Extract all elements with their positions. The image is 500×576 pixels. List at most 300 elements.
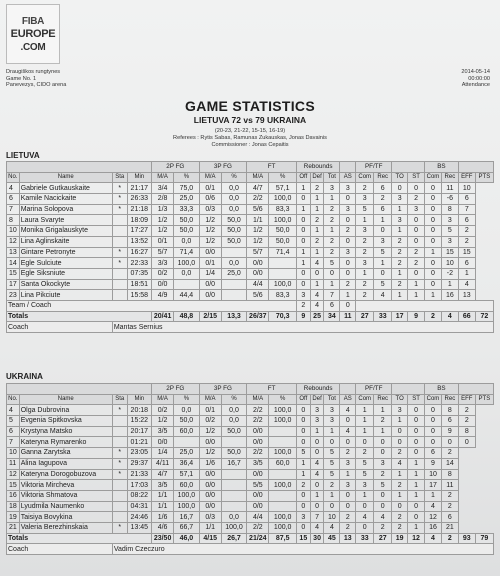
table-cell: 3 — [441, 215, 458, 226]
table-cell: 20/41 — [151, 311, 173, 322]
table-cell: 50,0 — [174, 226, 199, 237]
table-cell: 23:05 — [127, 448, 151, 459]
column-header: No. — [7, 394, 20, 405]
table-cell: 0 — [425, 204, 442, 215]
table-cell: 12 — [408, 533, 425, 544]
table-cell: 1 — [392, 226, 408, 237]
table-cell: -6 — [441, 194, 458, 205]
game-info-left — [6, 69, 66, 89]
table-cell: 21:17 — [127, 183, 151, 194]
table-cell: 25,0 — [174, 448, 199, 459]
table-cell: 4/9 — [151, 290, 173, 301]
table-cell: 0 — [296, 236, 310, 247]
table-cell: 87,5 — [269, 533, 297, 544]
table-cell: 0/3 — [199, 204, 221, 215]
table-cell: 19 — [7, 512, 20, 523]
table-cell: Ganna Zarytska — [19, 448, 112, 459]
table-cell: 1 — [374, 405, 392, 416]
table-cell: 36,4 — [174, 458, 199, 469]
table-cell: 0 — [296, 490, 310, 501]
table-cell: 4/7 — [247, 183, 269, 194]
table-cell: 0,0 — [174, 236, 199, 247]
table-row — [7, 469, 494, 480]
table-cell: 5 — [324, 448, 340, 459]
table-cell: 100,0 — [174, 490, 199, 501]
table-cell: 9 — [296, 311, 310, 322]
table-cell: 21:18 — [127, 204, 151, 215]
table-cell — [356, 300, 494, 311]
table-cell: 60,0 — [174, 480, 199, 491]
table-cell: 13:45 — [127, 522, 151, 533]
table-cell: Valeria Berezhinskaia — [19, 522, 112, 533]
table-cell: 33 — [356, 533, 374, 544]
table-cell: 3/5 — [151, 426, 173, 437]
table-cell: 23/50 — [151, 533, 173, 544]
table-cell: 2 — [441, 448, 458, 459]
table-cell: 2 — [392, 522, 408, 533]
table-cell: 10 — [324, 512, 340, 523]
column-header: Def — [310, 172, 324, 183]
table-cell: 1/1 — [199, 522, 221, 533]
table-row — [7, 183, 494, 194]
table-cell: Alina Iagupova — [19, 458, 112, 469]
table-cell — [221, 247, 246, 258]
table-cell: 7 — [458, 204, 475, 215]
table-cell: 8 — [441, 469, 458, 480]
column-header: AS — [340, 172, 356, 183]
table-cell: 25,0 — [221, 268, 246, 279]
table-row — [7, 290, 494, 301]
table-cell: 2/8 — [151, 194, 173, 205]
table-cell: 3 — [408, 204, 425, 215]
table-cell: Gintare Petronyte — [19, 247, 112, 258]
table-cell: 2 — [356, 247, 374, 258]
table-cell: 15 — [458, 247, 475, 258]
table-cell: 83,3 — [269, 290, 297, 301]
table-cell: 2 — [356, 279, 374, 290]
table-cell: 2/2 — [247, 448, 269, 459]
table-cell: 3/4 — [151, 183, 173, 194]
table-cell: 6 — [458, 215, 475, 226]
table-row — [7, 405, 494, 416]
table-cell: 0 — [408, 215, 425, 226]
table-cell: 27 — [356, 311, 374, 322]
table-cell: 0 — [392, 183, 408, 194]
table-cell: -2 — [441, 268, 458, 279]
column-header: Rec — [374, 394, 392, 405]
table-cell: 2 — [392, 448, 408, 459]
table-cell: 13,3 — [221, 311, 246, 322]
table-cell — [112, 226, 127, 237]
table-cell: 11 — [7, 458, 20, 469]
column-header: Com — [356, 172, 374, 183]
table-cell: 0 — [408, 183, 425, 194]
table-cell: 1 — [310, 226, 324, 237]
table-cell: 2 — [340, 522, 356, 533]
table-cell: 20:17 — [127, 426, 151, 437]
column-header: Min — [127, 172, 151, 183]
table-cell: 0 — [324, 437, 340, 448]
table-cell: 4/4 — [247, 279, 269, 290]
table-cell: 04:31 — [127, 501, 151, 512]
column-header: Sta — [112, 172, 127, 183]
table-cell: 2 — [324, 236, 340, 247]
column-header: ST — [408, 172, 425, 183]
table-subheader-row — [7, 172, 494, 183]
column-group-header: 3P FG — [199, 384, 247, 395]
column-group-header: BS — [425, 162, 459, 173]
table-cell: 0 — [310, 268, 324, 279]
table-cell: 3 — [356, 194, 374, 205]
game-date: 2014-05-14 — [461, 69, 490, 75]
table-cell: 1 — [340, 290, 356, 301]
table-cell: 5 — [7, 416, 20, 427]
table-cell: 5/5 — [247, 480, 269, 491]
table-row — [7, 437, 494, 448]
table-cell: 75,0 — [174, 183, 199, 194]
table-cell: 0 — [296, 194, 310, 205]
table-cell: 50,0 — [221, 236, 246, 247]
table-cell: 15:22 — [127, 416, 151, 427]
column-header: PTS — [475, 394, 493, 405]
table-cell: 4 — [441, 311, 458, 322]
table-row — [7, 204, 494, 215]
table-cell: 3 — [374, 458, 392, 469]
table-cell: 1 — [310, 247, 324, 258]
column-group-header — [340, 384, 356, 395]
table-cell: 3 — [296, 290, 310, 301]
table-cell: 4 — [340, 426, 356, 437]
table-cell: 1 — [425, 290, 442, 301]
column-header: M/A — [199, 394, 221, 405]
table-cell: 0 — [425, 416, 442, 427]
venue: Panevezys, CIDO arena — [6, 82, 67, 89]
table-cell: 1 — [458, 268, 475, 279]
table-cell: 3 — [356, 258, 374, 269]
table-cell: 0,0 — [221, 204, 246, 215]
table-cell: 1 — [324, 490, 340, 501]
table-cell: 0,0 — [221, 512, 246, 523]
table-cell: 0/2 — [151, 268, 173, 279]
table-cell: 4 — [356, 512, 374, 523]
table-cell: 1/6 — [199, 458, 221, 469]
column-header: AS — [340, 394, 356, 405]
table-cell: 3 — [392, 405, 408, 416]
column-header: Name — [19, 394, 112, 405]
table-cell — [112, 236, 127, 247]
table-cell: 5/6 — [247, 204, 269, 215]
table-cell: * — [112, 194, 127, 205]
table-cell: 0 — [374, 448, 392, 459]
table-cell: 100,0 — [269, 405, 297, 416]
table-cell: 4 — [7, 405, 20, 416]
column-group-header: PF/TF — [356, 384, 392, 395]
coach-name: Vadim Czeczuro — [112, 544, 493, 555]
table-cell: 0 — [356, 522, 374, 533]
column-header: % — [221, 172, 246, 183]
table-cell: 71,4 — [269, 247, 297, 258]
table-cell — [221, 279, 246, 290]
table-cell: 0/0 — [247, 469, 269, 480]
table-cell: 4/15 — [199, 533, 221, 544]
table-cell: 0 — [425, 437, 442, 448]
table-cell: 1/4 — [199, 268, 221, 279]
table-cell: 1 — [356, 416, 374, 427]
table-cell: Taisiya Bovykina — [19, 512, 112, 523]
table-cell: 4/4 — [247, 512, 269, 523]
table-cell — [221, 437, 246, 448]
table-cell: 50,0 — [174, 215, 199, 226]
table-cell: 100,0 — [174, 258, 199, 269]
column-group-header — [340, 162, 356, 173]
table-cell: 1 — [310, 194, 324, 205]
table-cell: 2 — [392, 236, 408, 247]
table-row — [7, 426, 494, 437]
table-cell: 0 — [425, 183, 442, 194]
coach-name: Mantas Sernius — [112, 322, 493, 333]
table-cell: 26,7 — [221, 533, 246, 544]
table-cell: 0 — [425, 194, 442, 205]
table-cell: 2 — [374, 416, 392, 427]
table-cell: 5 — [374, 480, 392, 491]
table-cell: 3/5 — [247, 458, 269, 469]
table-cell: 17 — [425, 480, 442, 491]
table-cell: Lina Aglinskaite — [19, 236, 112, 247]
table-cell: 2 — [408, 194, 425, 205]
table-row — [7, 215, 494, 226]
game-type: Draugiškos rungtynes — [6, 69, 61, 75]
column-header: M/A — [247, 172, 269, 183]
table-cell: 2 — [392, 247, 408, 258]
table-cell: 8 — [441, 405, 458, 416]
table-cell: 1 — [425, 247, 442, 258]
table-cell: 8 — [7, 215, 20, 226]
table-cell: 21:33 — [127, 469, 151, 480]
table-cell: 0 — [374, 501, 392, 512]
table-cell: 7 — [7, 204, 20, 215]
table-cell: 1/2 — [247, 236, 269, 247]
column-group-header: 2P FG — [151, 162, 199, 173]
table-cell: 6 — [7, 194, 20, 205]
table-cell: 5 — [356, 458, 374, 469]
table-cell: 0 — [296, 501, 310, 512]
table-cell: 16:27 — [127, 247, 151, 258]
table-cell — [221, 290, 246, 301]
column-group-header: 2P FG — [151, 384, 199, 395]
table-cell: 14 — [7, 258, 20, 269]
team-stats-table-home — [6, 161, 494, 333]
table-cell: 10 — [425, 469, 442, 480]
column-header: EFF — [458, 172, 475, 183]
table-cell: 26:33 — [127, 194, 151, 205]
table-cell: 1 — [310, 426, 324, 437]
table-cell: 0/0 — [199, 501, 221, 512]
table-cell: * — [112, 448, 127, 459]
table-cell: 1 — [296, 458, 310, 469]
column-header: % — [269, 394, 297, 405]
table-cell: 1 — [310, 490, 324, 501]
column-header: Tot — [324, 172, 340, 183]
table-cell: Egle Siksniute — [19, 268, 112, 279]
table-cell: 16 — [7, 490, 20, 501]
table-cell: 50,0 — [269, 226, 297, 237]
table-cell: 1/1 — [247, 215, 269, 226]
table-cell: 0/0 — [247, 490, 269, 501]
table-cell: 57,1 — [174, 469, 199, 480]
table-cell: 0 — [340, 501, 356, 512]
table-cell: 0/0 — [247, 426, 269, 437]
column-group-header: Rebounds — [296, 384, 339, 395]
table-cell: 5 — [374, 247, 392, 258]
table-cell: 2 — [392, 258, 408, 269]
table-cell: 6 — [324, 300, 340, 311]
table-cell: 1/1 — [151, 490, 173, 501]
table-cell: 1 — [408, 469, 425, 480]
table-cell: 2 — [441, 490, 458, 501]
column-header: Off — [296, 172, 310, 183]
table-cell: 0 — [296, 279, 310, 290]
column-header: M/A — [151, 394, 173, 405]
table-cell — [221, 501, 246, 512]
table-cell: 0 — [340, 236, 356, 247]
table-cell: 15 — [296, 533, 310, 544]
table-cell: 3 — [324, 405, 340, 416]
table-cell: 0 — [340, 490, 356, 501]
table-cell: 0 — [374, 226, 392, 237]
table-cell: 50,0 — [221, 426, 246, 437]
table-cell: 4 — [310, 290, 324, 301]
table-cell: 6 — [425, 448, 442, 459]
table-cell: Olga Dubrovina — [19, 405, 112, 416]
table-cell — [269, 258, 297, 269]
table-cell: 14 — [441, 458, 458, 469]
table-cell: 12 — [425, 512, 442, 523]
table-cell: 2 — [458, 226, 475, 237]
table-cell: 0/0 — [151, 279, 173, 290]
table-cell: 1 — [392, 469, 408, 480]
table-cell: 1/2 — [199, 215, 221, 226]
table-cell: 0/1 — [151, 236, 173, 247]
team-name-away: UKRAINA — [6, 372, 43, 381]
totals-row — [7, 533, 494, 544]
table-cell: 2 — [458, 236, 475, 247]
table-cell: 9 — [408, 311, 425, 322]
table-row — [7, 268, 494, 279]
table-cell: 19 — [392, 533, 408, 544]
table-cell: 1 — [392, 204, 408, 215]
table-cell: 2 — [374, 469, 392, 480]
game-number: Game No. 1 — [6, 75, 37, 82]
table-cell — [112, 426, 127, 437]
table-cell: 44,4 — [174, 290, 199, 301]
table-cell — [112, 416, 127, 427]
table-cell: 4 — [310, 469, 324, 480]
table-cell: 1 — [408, 480, 425, 491]
column-header: Com — [425, 172, 442, 183]
table-cell: 0 — [458, 437, 475, 448]
table-cell: 71,4 — [174, 247, 199, 258]
table-cell: 25,0 — [174, 194, 199, 205]
table-cell: 0 — [392, 437, 408, 448]
table-cell: 0/3 — [199, 512, 221, 523]
commissioner: Commissioner : Jonas Cepaitis — [211, 142, 289, 148]
table-cell: 5/7 — [247, 247, 269, 258]
table-cell: 0/0 — [151, 437, 173, 448]
table-cell: 1/2 — [199, 426, 221, 437]
table-cell: 13 — [458, 290, 475, 301]
table-cell: 3 — [296, 512, 310, 523]
table-cell: 0,0 — [174, 405, 199, 416]
column-group-header — [7, 384, 152, 395]
table-cell: 17 — [392, 311, 408, 322]
table-cell: 2/2 — [247, 405, 269, 416]
table-cell: 1 — [408, 279, 425, 290]
table-cell — [269, 469, 297, 480]
table-cell: 5 — [356, 204, 374, 215]
table-cell: 3 — [356, 480, 374, 491]
table-cell: 0 — [356, 501, 374, 512]
table-cell: 1/2 — [199, 448, 221, 459]
coach-label: Coach — [7, 544, 113, 555]
table-cell: 30 — [310, 533, 324, 544]
table-cell: 07:35 — [127, 268, 151, 279]
table-cell: 0 — [296, 226, 310, 237]
table-cell: 1/2 — [199, 226, 221, 237]
table-cell — [112, 480, 127, 491]
table-cell: 72 — [475, 311, 493, 322]
table-cell: 3 — [310, 405, 324, 416]
table-cell: 1 — [324, 226, 340, 237]
column-group-header: BS — [425, 384, 459, 395]
table-cell: 6 — [7, 426, 20, 437]
table-cell: 2 — [324, 247, 340, 258]
table-row — [7, 501, 494, 512]
table-cell: 3 — [340, 480, 356, 491]
table-cell: 1 — [356, 426, 374, 437]
table-cell — [112, 490, 127, 501]
table-cell: 6 — [441, 512, 458, 523]
table-cell: 0/0 — [199, 290, 221, 301]
table-cell: 18:09 — [127, 215, 151, 226]
table-cell: 13:52 — [127, 236, 151, 247]
table-cell: 16 — [441, 290, 458, 301]
table-cell: 79 — [475, 533, 493, 544]
table-cell: 33,3 — [174, 204, 199, 215]
table-cell — [269, 426, 297, 437]
table-cell: 5 — [324, 258, 340, 269]
table-row — [7, 236, 494, 247]
table-cell: 10 — [458, 183, 475, 194]
table-cell: 2 — [425, 311, 442, 322]
column-header: EFF — [458, 394, 475, 405]
table-cell: Kateryna Rymarenko — [19, 437, 112, 448]
table-cell: 1 — [392, 490, 408, 501]
column-header: Rec — [441, 172, 458, 183]
table-cell: 3/5 — [151, 480, 173, 491]
table-cell: * — [112, 204, 127, 215]
table-cell: 0 — [296, 416, 310, 427]
table-cell: 3 — [374, 236, 392, 247]
logo-line-2: EUROPE — [10, 27, 56, 40]
table-cell: 2 — [356, 236, 374, 247]
table-cell: 1/2 — [151, 215, 173, 226]
quarter-scores: (20-23, 21-22, 15-15, 16-19) — [214, 128, 286, 134]
table-cell — [112, 512, 127, 523]
table-cell: 50,0 — [269, 236, 297, 247]
table-cell: 0 — [324, 268, 340, 279]
table-cell: Evgenia Spitkovska — [19, 416, 112, 427]
table-cell: 0 — [425, 268, 442, 279]
